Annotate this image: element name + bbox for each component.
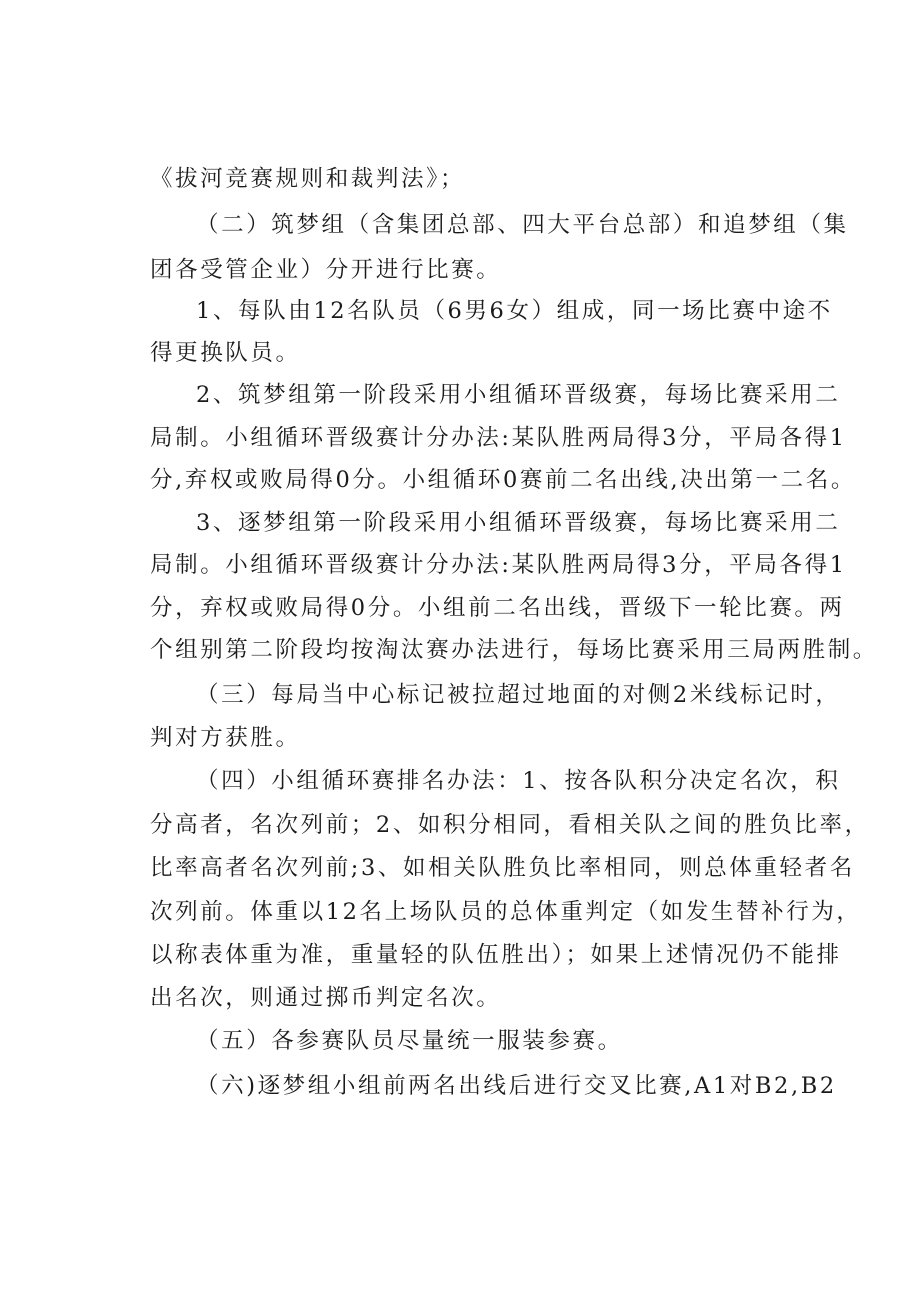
text-line: 出名次，则通过掷币判定名次。 [150,985,502,1011]
text-line: 以称表体重为准，重量轻的队伍胜出）；如果上述情况仍不能排 [150,942,842,968]
text-line: 得更换队员。 [150,340,301,366]
text-line: 3、逐梦组第一阶段采用小组循环晋级赛，每场比赛采用二 [196,510,841,536]
text-line: 团各受管企业）分开进行比赛。 [150,257,502,283]
text-line: 分,弃权或败局得0分。小组循环0赛前二名出线,决出第一二名。 [150,467,856,493]
text-line: 比率高者名次列前;3、如相关队胜负比率相同，则总体重轻者名 [150,855,855,881]
text-line: （六)逐梦组小组前两名出线后进行交叉比赛,A1对B2,B2 [196,1073,837,1099]
text-line: 次列前。体重以12名上场队员的总体重判定（如发生替补行为， [150,899,862,925]
text-line: 判对方获胜。 [150,725,301,751]
text-line: （二）筑梦组（含集团总部、四大平台总部）和追梦组（集 [196,212,849,238]
text-line: 局制。小组循环晋级赛计分办法:某队胜两局得3分，平局各得1 [150,552,847,578]
text-line: 2、筑梦组第一阶段采用小组循环晋级赛，每场比赛采用二 [196,382,841,408]
text-line: 《拔河竞赛规则和裁判法》； [150,166,466,192]
text-line: 个组别第二阶段均按淘汰赛办法进行，每场比赛采用三局两胜制。 [150,637,878,663]
text-line: （三）每局当中心标记被拉超过地面的对侧2米线标记时， [196,682,841,708]
text-line: （五）各参赛队员尽量统一服装参赛。 [196,1028,623,1054]
text-line: 分高者，名次列前；2、如积分相同，看相关队之间的胜负比率， [150,812,870,838]
text-line: 分，弃权或败局得0分。小组前二名出线，晋级下一轮比赛。两 [150,595,845,621]
text-line: （四）小组循环赛排名办法：1、按各队积分决定名次，积 [196,768,841,794]
text-line: 局制。小组循环晋级赛计分办法:某队胜两局得3分，平局各得1 [150,425,847,451]
text-line: 1、每队由12名队员（6男6女）组成，同一场比赛中途不 [196,298,833,324]
